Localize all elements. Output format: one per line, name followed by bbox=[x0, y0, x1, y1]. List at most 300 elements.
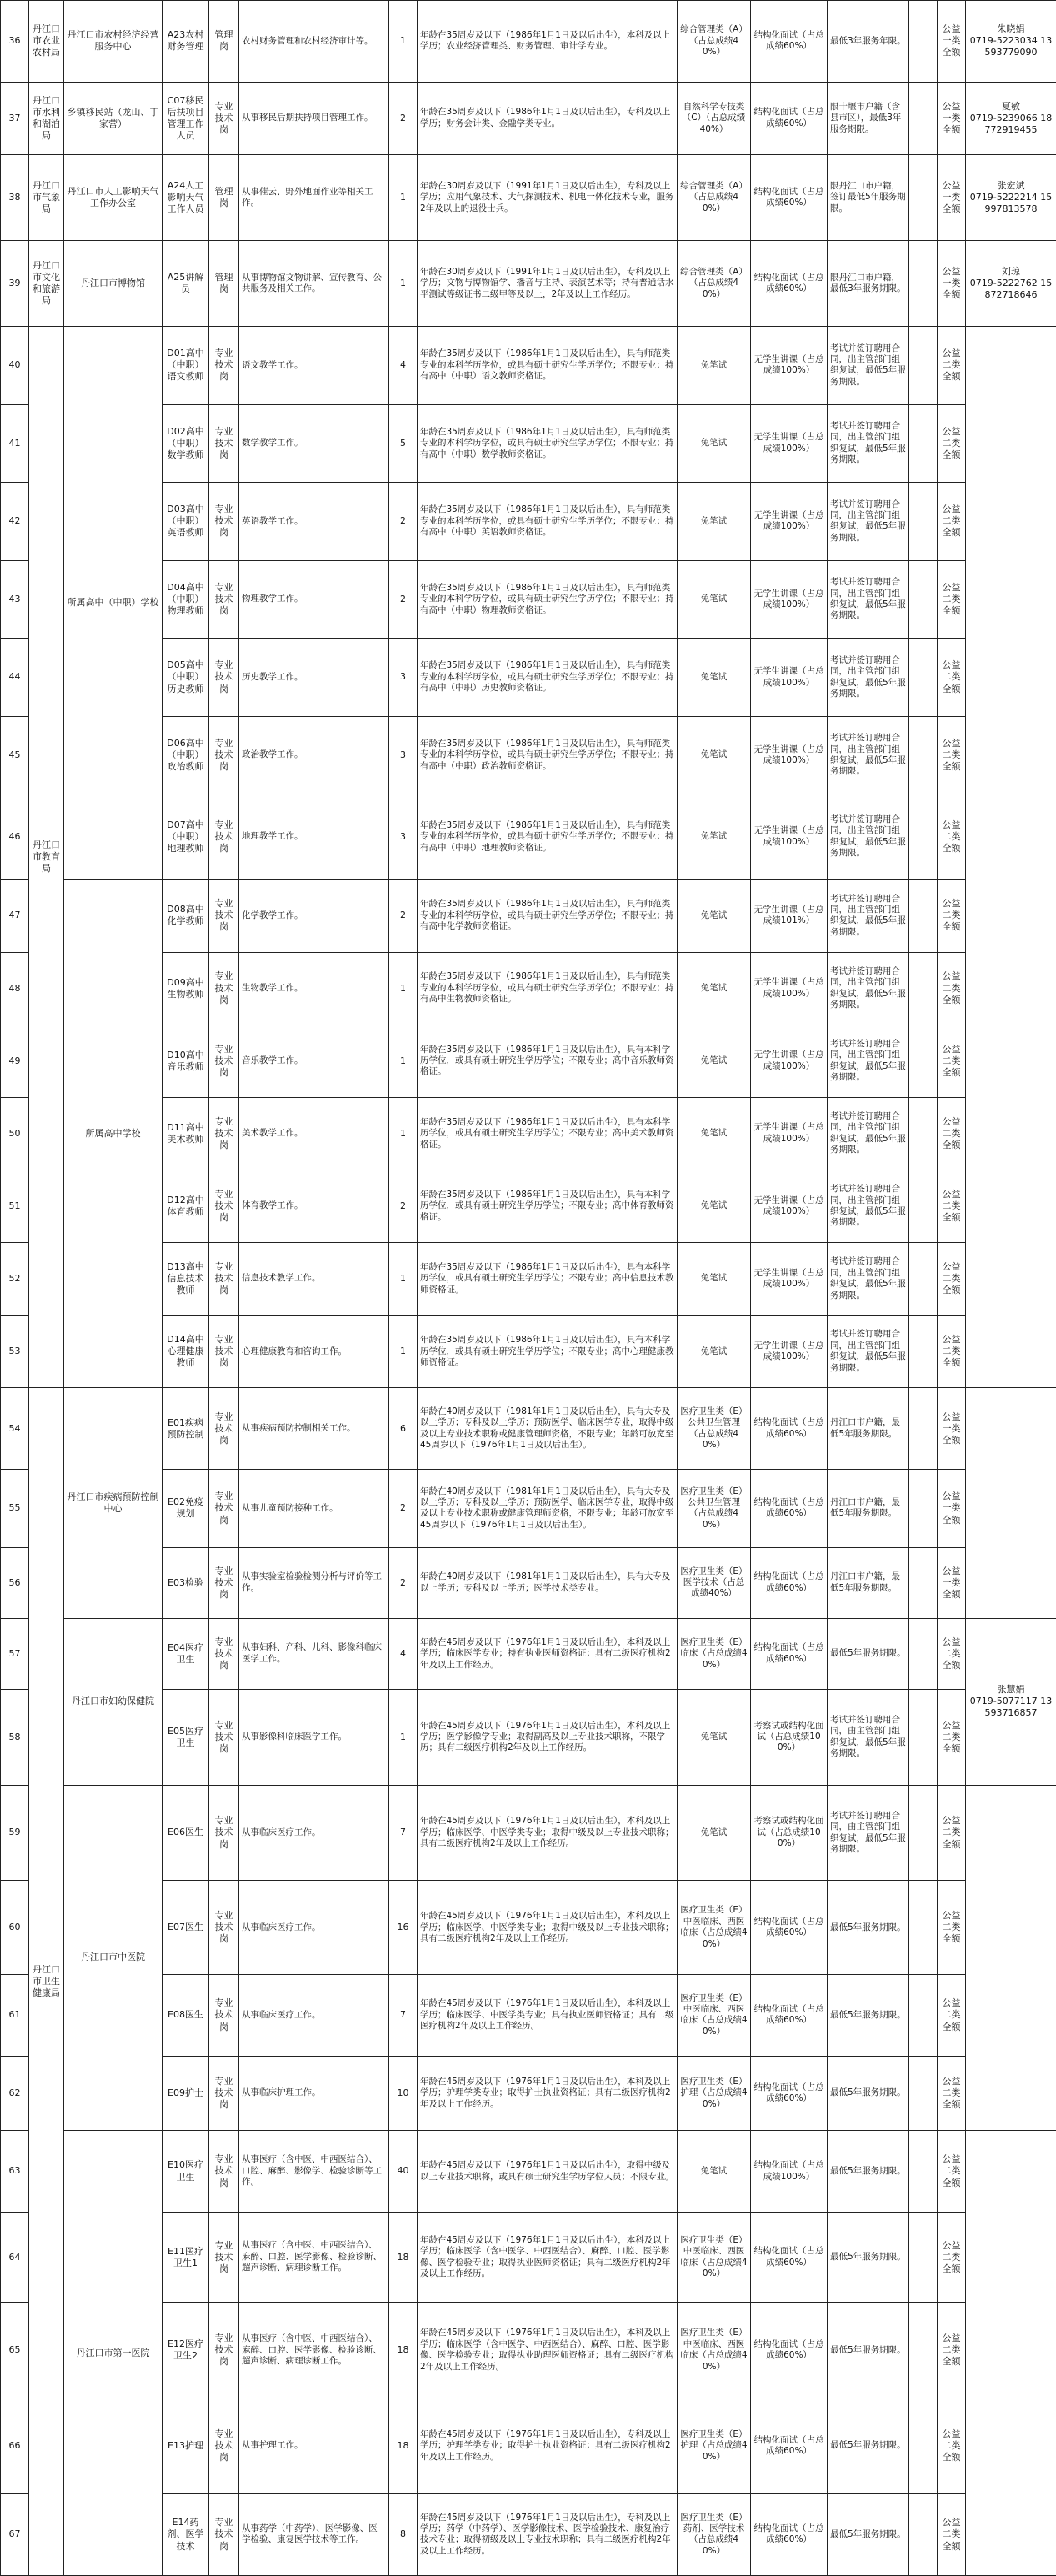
ratio-cell bbox=[909, 1881, 938, 1975]
ratio-cell bbox=[909, 1170, 938, 1242]
service-term-cell: 限丹江口市户籍，签订最低5年服务期限。 bbox=[828, 154, 909, 240]
interview-cell: 结构化面试（占总成绩60%） bbox=[751, 1470, 828, 1548]
headcount-cell: 1 bbox=[389, 1316, 418, 1388]
interview-cell: 考察试或结构化面试（占总成绩100%） bbox=[751, 1689, 828, 1785]
position-type-cell: 专业技术岗 bbox=[209, 1097, 239, 1170]
ratio-cell bbox=[909, 483, 938, 561]
table-row bbox=[1, 327, 1056, 405]
ratio-cell bbox=[909, 1470, 938, 1548]
ratio-cell bbox=[909, 716, 938, 794]
funding-class-cell: 公益二类全额 bbox=[938, 1975, 966, 2057]
row-number: 45 bbox=[1, 716, 29, 794]
funding-class-cell: 公益二类全额 bbox=[938, 404, 966, 483]
contact-cell bbox=[966, 82, 1056, 154]
qualification-cell: 年龄在30周岁及以下（1991年1月1日及以后出生），专科及以上学历；文物与博物馆学、播音与主持、表演艺术等；持有普通话水平测试等级证书二级甲等及以上，2年及以上工作经历。 bbox=[418, 241, 678, 327]
job-description-cell: 数学教学工作。 bbox=[239, 404, 389, 483]
service-term-cell: 考试并签订聘用合同，出主管部门组织复试，最低5年服务期限。 bbox=[828, 1025, 909, 1097]
funding-class-cell: 公益二类全额 bbox=[938, 1097, 966, 1170]
table-body bbox=[1, 1, 1056, 2576]
written-exam-cell: 医疗卫生类（E）中医临床、西医临床（占总成绩40%） bbox=[678, 2212, 751, 2302]
job-description-cell: 化学教学工作。 bbox=[239, 880, 389, 952]
job-description-cell: 英语教学工作。 bbox=[239, 483, 389, 561]
row-number: 67 bbox=[1, 2493, 29, 2575]
ratio-cell bbox=[909, 1, 938, 83]
service-term-cell: 考试并签订聘用合同，出主管部门组织复试，最低5年服务期限。 bbox=[828, 327, 909, 405]
funding-class-cell: 公益二类全额 bbox=[938, 2398, 966, 2494]
funding-class-cell: 公益一类全额 bbox=[938, 1, 966, 83]
position-code-cell: E07医生 bbox=[163, 1881, 209, 1975]
headcount-cell: 1 bbox=[389, 1, 418, 83]
service-term-cell: 考试并签订聘用合同，出主管部门组织复试，最低5年服务期限。 bbox=[828, 483, 909, 561]
position-code-cell: D10高中音乐教师 bbox=[163, 1025, 209, 1097]
qualification-cell: 年龄在45周岁及以下（1976年1月1日及以后出生），专科及以上学历；药学（中药学）、医学影像技术、医学检验技术、康复治疗技术专业；取得初级及以上专业技术职称；具有二级医疗机构2年及以上工作经历。 bbox=[418, 2493, 678, 2575]
position-code-cell: A24人工影响天气工作人员 bbox=[163, 154, 209, 240]
qualification-cell: 年龄在35周岁及以下（1986年1月1日及以后出生），具有师范类专业的本科学历学位，或具有硕士研究生学历学位；不限专业；持有高中（中职）地理教师资格证。 bbox=[418, 794, 678, 880]
written-exam-cell: 免笔试 bbox=[678, 716, 751, 794]
position-code-cell: D01高中（中职）语文教师 bbox=[163, 327, 209, 405]
funding-class-cell: 公益二类全额 bbox=[938, 794, 966, 880]
table-row bbox=[1, 880, 1056, 952]
hiring-unit-cell: 丹江口市人工影响天气工作办公室 bbox=[64, 154, 163, 240]
position-type-cell: 专业技术岗 bbox=[209, 880, 239, 952]
funding-class-cell: 公益二类全额 bbox=[938, 1689, 966, 1785]
interview-cell: 无学生讲课（占总成绩100%） bbox=[751, 483, 828, 561]
written-exam-cell: 免笔试 bbox=[678, 483, 751, 561]
written-exam-cell: 医疗卫生类（E）公共卫生管理（占总成绩40%） bbox=[678, 1470, 751, 1548]
funding-class-cell: 公益二类全额 bbox=[938, 1316, 966, 1388]
position-code-cell: D02高中（中职）数学教师 bbox=[163, 404, 209, 483]
written-exam-cell: 医疗卫生类（E）护理（占总成绩40%） bbox=[678, 2398, 751, 2494]
qualification-cell: 年龄在35周岁及以下（1986年1月1日及以后出生），具有师范类专业的本科学历学位，或具有硕士研究生学历学位；不限专业；持有高中（中职）物理教师资格证。 bbox=[418, 560, 678, 639]
row-number: 51 bbox=[1, 1170, 29, 1242]
job-description-cell: 从事药学（中药学）、医学影像、医学检验、康复医学技术等工作。 bbox=[239, 2493, 389, 2575]
position-type-cell: 专业技术岗 bbox=[209, 327, 239, 405]
row-number: 64 bbox=[1, 2212, 29, 2302]
job-description-cell: 生物教学工作。 bbox=[239, 952, 389, 1025]
service-term-cell: 最低5年服务期限。 bbox=[828, 2398, 909, 2494]
ratio-cell bbox=[909, 2493, 938, 2575]
interview-cell: 无学生讲课（占总成绩100%） bbox=[751, 1170, 828, 1242]
interview-cell: 无学生讲课（占总成绩100%） bbox=[751, 1243, 828, 1316]
job-description-cell: 心理健康教育和咨询工作。 bbox=[239, 1316, 389, 1388]
funding-class-cell: 公益二类全额 bbox=[938, 2303, 966, 2398]
service-term-cell: 考试并签订聘用合同，出主管部门组织复试，最低5年服务期限。 bbox=[828, 1097, 909, 1170]
row-number: 63 bbox=[1, 2131, 29, 2213]
ratio-cell bbox=[909, 1785, 938, 1881]
position-type-cell: 管理岗 bbox=[209, 241, 239, 327]
department-cell: 丹江口市气象局 bbox=[29, 154, 64, 240]
service-term-cell: 最低5年服务期限。 bbox=[828, 2212, 909, 2302]
qualification-cell: 年龄在35周岁及以下（1986年1月1日及以后出生），具有师范类专业的本科学历学位，或具有硕士研究生学历学位；不限专业；持有高中（中职）政治教师资格证。 bbox=[418, 716, 678, 794]
interview-cell: 无学生讲课（占总成绩100%） bbox=[751, 327, 828, 405]
contact-cell bbox=[966, 241, 1056, 327]
interview-cell: 结构化面试（占总成绩60%） bbox=[751, 2398, 828, 2494]
funding-class-cell: 公益二类全额 bbox=[938, 2056, 966, 2130]
ratio-cell bbox=[909, 1689, 938, 1785]
row-number: 58 bbox=[1, 1689, 29, 1785]
row-number: 56 bbox=[1, 1547, 29, 1618]
position-type-cell: 专业技术岗 bbox=[209, 1975, 239, 2057]
hiring-unit-cell: 所属高中（中职）学校 bbox=[64, 327, 163, 880]
position-type-cell: 管理岗 bbox=[209, 154, 239, 240]
hiring-unit-cell: 乡镇移民站（龙山、丁家营） bbox=[64, 82, 163, 154]
contact-phone: 0719-5222762 15872718646 bbox=[969, 278, 1053, 301]
interview-cell: 无学生讲课（占总成绩100%） bbox=[751, 404, 828, 483]
interview-cell: 结构化面试（占总成绩60%） bbox=[751, 82, 828, 154]
position-code-cell: E14药剂、医学技术 bbox=[163, 2493, 209, 2575]
written-exam-cell: 免笔试 bbox=[678, 952, 751, 1025]
headcount-cell: 1 bbox=[389, 1243, 418, 1316]
service-term-cell: 最低5年服务期限。 bbox=[828, 2303, 909, 2398]
headcount-cell: 1 bbox=[389, 952, 418, 1025]
qualification-cell: 年龄在45周岁及以下（1976年1月1日及以后出生），取得中级及以上专业技术职称，或具有硕士研究生学历学位人员；不限专业。 bbox=[418, 2131, 678, 2213]
position-code-cell: D03高中（中职）英语教师 bbox=[163, 483, 209, 561]
position-code-cell: E13护理 bbox=[163, 2398, 209, 2494]
contact-name: 夏敏 bbox=[1002, 100, 1020, 112]
written-exam-cell: 医疗卫生类（E）中医临床、西医临床（占总成绩40%） bbox=[678, 1881, 751, 1975]
position-code-cell: D09高中生物教师 bbox=[163, 952, 209, 1025]
qualification-cell: 年龄在45周岁及以下（1976年1月1日及以后出生），本科及以上学历；医学影像学专业；取得副高及以上专业技术职称，不限学历；具有二级医疗机构2年及以上工作经历。 bbox=[418, 1689, 678, 1785]
headcount-cell: 2 bbox=[389, 1547, 418, 1618]
row-number: 50 bbox=[1, 1097, 29, 1170]
position-code-cell: D12高中体育教师 bbox=[163, 1170, 209, 1242]
service-term-cell: 丹江口市户籍，最低5年服务期限。 bbox=[828, 1388, 909, 1470]
written-exam-cell: 免笔试 bbox=[678, 639, 751, 717]
table-row bbox=[1, 1, 1056, 83]
department-cell: 丹江口市文化和旅游局 bbox=[29, 241, 64, 327]
funding-class-cell: 公益一类全额 bbox=[938, 1470, 966, 1548]
department-cell: 丹江口市农业农村局 bbox=[29, 1, 64, 83]
job-description-cell: 从事催云、野外地面作业等相关工作。 bbox=[239, 154, 389, 240]
contact-cell bbox=[966, 327, 1056, 1388]
row-number: 57 bbox=[1, 1618, 29, 1689]
qualification-cell: 年龄在45周岁及以下（1976年1月1日及以后出生），本科及以上学历；临床医学（含中医学、中西医结合）、麻醉、口腔、医学影像、医学检验专业；取得执业助理医师资格证；具有二级医疗机构2年及以上工作经历。 bbox=[418, 2303, 678, 2398]
qualification-cell: 年龄在35周岁及以下（1986年1月1日及以后出生），具有本科学历学位，或具有硕士研究生学历学位；不限专业；高中信息技术教师资格证。 bbox=[418, 1243, 678, 1316]
qualification-cell: 年龄在35周岁及以下（1986年1月1日及以后出生），具有本科学历学位，或具有硕士研究生学历学位；不限专业；高中心理健康教师资格证。 bbox=[418, 1316, 678, 1388]
qualification-cell: 年龄在35周岁及以下（1986年1月1日及以后出生），本科及以上学历；农业经济管理类、财务管理、审计学专业。 bbox=[418, 1, 678, 83]
position-code-cell: E06医生 bbox=[163, 1785, 209, 1881]
headcount-cell: 7 bbox=[389, 1975, 418, 2057]
written-exam-cell: 免笔试 bbox=[678, 880, 751, 952]
funding-class-cell: 公益二类全额 bbox=[938, 1170, 966, 1242]
interview-cell: 结构化面试（占总成绩60%） bbox=[751, 2056, 828, 2130]
ratio-cell bbox=[909, 2131, 938, 2213]
funding-class-cell: 公益一类全额 bbox=[938, 82, 966, 154]
row-number: 55 bbox=[1, 1470, 29, 1548]
interview-cell: 无学生讲课（占总成绩100%） bbox=[751, 1097, 828, 1170]
row-number: 65 bbox=[1, 2303, 29, 2398]
headcount-cell: 18 bbox=[389, 2398, 418, 2494]
ratio-cell bbox=[909, 794, 938, 880]
position-code-cell: A25讲解员 bbox=[163, 241, 209, 327]
position-code-cell: D07高中（中职）地理教师 bbox=[163, 794, 209, 880]
funding-class-cell: 公益一类全额 bbox=[938, 1388, 966, 1470]
interview-cell: 无学生讲课（占总成绩100%） bbox=[751, 716, 828, 794]
row-number: 40 bbox=[1, 327, 29, 405]
position-code-cell: E02免疫规划 bbox=[163, 1470, 209, 1548]
ratio-cell bbox=[909, 2056, 938, 2130]
written-exam-cell: 综合管理类（A）（占总成绩40%） bbox=[678, 154, 751, 240]
interview-cell: 结构化面试（占总成绩60%） bbox=[751, 1975, 828, 2057]
service-term-cell: 丹江口市户籍，最低5年服务期限。 bbox=[828, 1470, 909, 1548]
interview-cell: 无学生讲课（占总成绩100%） bbox=[751, 1025, 828, 1097]
headcount-cell: 7 bbox=[389, 1785, 418, 1881]
service-term-cell: 最低5年服务期限。 bbox=[828, 2493, 909, 2575]
position-code-cell: A23农村财务管理 bbox=[163, 1, 209, 83]
service-term-cell: 丹江口市户籍，最低5年服务期限。 bbox=[828, 1547, 909, 1618]
headcount-cell: 6 bbox=[389, 1388, 418, 1470]
position-type-cell: 专业技术岗 bbox=[209, 560, 239, 639]
row-number: 49 bbox=[1, 1025, 29, 1097]
qualification-cell: 年龄在40周岁及以下（1981年1月1日及以后出生），具有大专及以上学历；专科及以上学历；医学技术类专业。 bbox=[418, 1547, 678, 1618]
funding-class-cell: 公益二类全额 bbox=[938, 716, 966, 794]
ratio-cell bbox=[909, 560, 938, 639]
job-description-cell: 体育教学工作。 bbox=[239, 1170, 389, 1242]
ratio-cell bbox=[909, 82, 938, 154]
position-type-cell: 专业技术岗 bbox=[209, 2056, 239, 2130]
row-number: 61 bbox=[1, 1975, 29, 2057]
position-code-cell: E08医生 bbox=[163, 1975, 209, 2057]
position-type-cell: 专业技术岗 bbox=[209, 2493, 239, 2575]
job-description-cell: 音乐教学工作。 bbox=[239, 1025, 389, 1097]
contact-phone: 0719-5223034 13593779090 bbox=[969, 35, 1053, 58]
position-code-cell: E03检验 bbox=[163, 1547, 209, 1618]
row-number: 38 bbox=[1, 154, 29, 240]
ratio-cell bbox=[909, 639, 938, 717]
interview-cell: 结构化面试（占总成绩60%） bbox=[751, 1547, 828, 1618]
written-exam-cell: 免笔试 bbox=[678, 1689, 751, 1785]
qualification-cell: 年龄在35周岁及以下（1986年1月1日及以后出生），具有师范类专业的本科学历学位，或具有硕士研究生学历学位；不限专业；持有高中（中职）历史教师资格证。 bbox=[418, 639, 678, 717]
service-term-cell: 最低5年服务期限。 bbox=[828, 2056, 909, 2130]
interview-cell: 结构化面试（占总成绩60%） bbox=[751, 1881, 828, 1975]
row-number: 39 bbox=[1, 241, 29, 327]
position-type-cell: 专业技术岗 bbox=[209, 1689, 239, 1785]
position-code-cell: E12医疗卫生2 bbox=[163, 2303, 209, 2398]
headcount-cell: 4 bbox=[389, 327, 418, 405]
written-exam-cell: 免笔试 bbox=[678, 2131, 751, 2213]
interview-cell: 结构化面试（占总成绩100%） bbox=[751, 2131, 828, 2213]
job-description-cell: 从事实验室检验检测分析与评价等工作。 bbox=[239, 1547, 389, 1618]
ratio-cell bbox=[909, 1547, 938, 1618]
position-code-cell: C07移民后扶项目管理工作人员 bbox=[163, 82, 209, 154]
written-exam-cell: 医疗卫生类（E）医学技术（占总成绩40%） bbox=[678, 1547, 751, 1618]
interview-cell: 结构化面试（占总成绩60%） bbox=[751, 1388, 828, 1470]
ratio-cell bbox=[909, 1097, 938, 1170]
position-type-cell: 专业技术岗 bbox=[209, 1785, 239, 1881]
funding-class-cell: 公益二类全额 bbox=[938, 1618, 966, 1689]
headcount-cell: 2 bbox=[389, 560, 418, 639]
headcount-cell: 1 bbox=[389, 241, 418, 327]
headcount-cell: 1 bbox=[389, 1097, 418, 1170]
interview-cell: 无学生讲课（占总成绩100%） bbox=[751, 794, 828, 880]
hiring-unit-cell: 丹江口市第一医院 bbox=[64, 2131, 163, 2576]
position-type-cell: 专业技术岗 bbox=[209, 1470, 239, 1548]
headcount-cell: 3 bbox=[389, 639, 418, 717]
written-exam-cell: 免笔试 bbox=[678, 560, 751, 639]
row-number: 43 bbox=[1, 560, 29, 639]
interview-cell: 结构化面试（占总成绩60%） bbox=[751, 241, 828, 327]
written-exam-cell: 医疗卫生类（E）药剂、医学技术（占总成绩40%） bbox=[678, 2493, 751, 2575]
row-number: 47 bbox=[1, 880, 29, 952]
ratio-cell bbox=[909, 241, 938, 327]
hiring-unit-cell: 丹江口市中医院 bbox=[64, 1785, 163, 2131]
job-description-cell: 从事影像科临床医学工作。 bbox=[239, 1689, 389, 1785]
position-type-cell: 专业技术岗 bbox=[209, 2212, 239, 2302]
position-type-cell: 专业技术岗 bbox=[209, 952, 239, 1025]
qualification-cell: 年龄在40周岁及以下（1981年1月1日及以后出生），具有大专及以上学历；专科及以上学历；预防医学、临床医学专业，取得中级及以上专业技术职称或健康管理师资格，不限专业；年龄可放宽至45周岁以下（1976年1月1日及以后出生）。 bbox=[418, 1470, 678, 1548]
position-type-cell: 专业技术岗 bbox=[209, 483, 239, 561]
service-term-cell: 考试并签订聘用合同，出主管部门组织复试，最低5年服务期限。 bbox=[828, 1243, 909, 1316]
position-type-cell: 专业技术岗 bbox=[209, 2131, 239, 2213]
position-code-cell: D11高中美术教师 bbox=[163, 1097, 209, 1170]
qualification-cell: 年龄在35周岁及以下（1986年1月1日及以后出生），具有本科学历学位，或具有硕士研究生学历学位；不限专业；高中体育教师资格证。 bbox=[418, 1170, 678, 1242]
service-term-cell: 考试并签订聘用合同，由主管部门组织复试，最低5年服务期限。 bbox=[828, 1785, 909, 1881]
funding-class-cell: 公益二类全额 bbox=[938, 560, 966, 639]
funding-class-cell: 公益一类全额 bbox=[938, 154, 966, 240]
department-cell: 丹江口市水利和湖泊局 bbox=[29, 82, 64, 154]
contact-name: 张宏斌 bbox=[997, 179, 1025, 191]
ratio-cell bbox=[909, 880, 938, 952]
job-description-cell: 历史教学工作。 bbox=[239, 639, 389, 717]
headcount-cell: 40 bbox=[389, 2131, 418, 2213]
position-type-cell: 专业技术岗 bbox=[209, 82, 239, 154]
written-exam-cell: 免笔试 bbox=[678, 1170, 751, 1242]
headcount-cell: 8 bbox=[389, 2493, 418, 2575]
headcount-cell: 1 bbox=[389, 154, 418, 240]
job-description-cell: 从事护理工作。 bbox=[239, 2398, 389, 2494]
headcount-cell: 2 bbox=[389, 82, 418, 154]
interview-cell: 考察试或结构化面试（占总成绩100%） bbox=[751, 1785, 828, 1881]
table-row bbox=[1, 1618, 1056, 1689]
headcount-cell: 5 bbox=[389, 404, 418, 483]
funding-class-cell: 公益二类全额 bbox=[938, 1785, 966, 1881]
row-number: 66 bbox=[1, 2398, 29, 2494]
qualification-cell: 年龄在45周岁及以下（1976年1月1日及以后出生），本科及以上学历；临床医学（含中医学、中西医结合）、麻醉、口腔、医学影像、医学检验专业；取得执业医师资格证；具有二级医疗机构2年及以上工作经历。 bbox=[418, 2212, 678, 2302]
position-type-cell: 专业技术岗 bbox=[209, 1170, 239, 1242]
qualification-cell: 年龄在35周岁及以下（1986年1月1日及以后出生），具有师范类专业的本科学历学位，或具有硕士研究生学历学位；不限专业；持有高中生物教师资格证。 bbox=[418, 952, 678, 1025]
row-number: 36 bbox=[1, 1, 29, 83]
job-description-cell: 政治教学工作。 bbox=[239, 716, 389, 794]
row-number: 42 bbox=[1, 483, 29, 561]
written-exam-cell: 医疗卫生类（E）临床（占总成绩40%） bbox=[678, 1618, 751, 1689]
service-term-cell: 考试并签订聘用合同，出主管部门组织复试，最低5年服务期限。 bbox=[828, 952, 909, 1025]
interview-cell: 无学生讲课（占总成绩100%） bbox=[751, 639, 828, 717]
qualification-cell: 年龄在45周岁及以下（1976年1月1日及以后出生），本科及以上学历；临床医学、中医学类专业；具有执业医师资格证；具有二级医疗机构2年及以上工作经历。 bbox=[418, 1975, 678, 2057]
service-term-cell: 考试并签订聘用合同，出主管部门组织复试，最低5年服务期限。 bbox=[828, 404, 909, 483]
row-number: 44 bbox=[1, 639, 29, 717]
row-number: 53 bbox=[1, 1316, 29, 1388]
ratio-cell bbox=[909, 1243, 938, 1316]
written-exam-cell: 综合管理类（A）（占总成绩40%） bbox=[678, 241, 751, 327]
table-row bbox=[1, 241, 1056, 327]
job-description-cell: 从事医疗（含中医、中西医结合）、麻醉、口腔、医学影像、检验诊断、超声诊断、病理诊断工作。 bbox=[239, 2212, 389, 2302]
headcount-cell: 10 bbox=[389, 2056, 418, 2130]
job-description-cell: 从事移民后期扶持项目管理工作。 bbox=[239, 82, 389, 154]
interview-cell: 结构化面试（占总成绩60%） bbox=[751, 1, 828, 83]
ratio-cell bbox=[909, 1975, 938, 2057]
contact-cell bbox=[966, 1, 1056, 83]
row-number: 60 bbox=[1, 1881, 29, 1975]
written-exam-cell: 免笔试 bbox=[678, 794, 751, 880]
position-type-cell: 专业技术岗 bbox=[209, 716, 239, 794]
hiring-unit-cell: 丹江口市疾病预防控制中心 bbox=[64, 1388, 163, 1618]
service-term-cell: 考试并签订聘用合同，出主管部门组织复试，最低5年服务期限。 bbox=[828, 880, 909, 952]
funding-class-cell: 公益二类全额 bbox=[938, 327, 966, 405]
table-row bbox=[1, 2131, 1056, 2213]
row-number: 37 bbox=[1, 82, 29, 154]
position-code-cell: E11医疗卫生1 bbox=[163, 2212, 209, 2302]
service-term-cell: 最低3年服务年限。 bbox=[828, 1, 909, 83]
ratio-cell bbox=[909, 1025, 938, 1097]
position-type-cell: 专业技术岗 bbox=[209, 2303, 239, 2398]
qualification-cell: 年龄在35周岁及以下（1986年1月1日及以后出生），具有师范类专业的本科学历学位，或具有硕士研究生学历学位；不限专业；持有高中（中职）英语教师资格证。 bbox=[418, 483, 678, 561]
department-cell: 丹江口市卫生健康局 bbox=[29, 1388, 64, 2576]
qualification-cell: 年龄在35周岁及以下（1986年1月1日及以后出生），具有本科学历学位，或具有硕士研究生学历学位；不限专业；高中美术教师资格证。 bbox=[418, 1097, 678, 1170]
ratio-cell bbox=[909, 1388, 938, 1470]
position-code-cell: E04医疗卫生 bbox=[163, 1618, 209, 1689]
written-exam-cell: 医疗卫生类（E）护理（占总成绩40%） bbox=[678, 2056, 751, 2130]
ratio-cell bbox=[909, 327, 938, 405]
contact-name: 刘琼 bbox=[1002, 265, 1020, 277]
funding-class-cell: 公益一类全额 bbox=[938, 241, 966, 327]
hiring-unit-cell: 所属高中学校 bbox=[64, 880, 163, 1388]
row-number: 54 bbox=[1, 1388, 29, 1470]
ratio-cell bbox=[909, 2212, 938, 2302]
funding-class-cell: 公益二类全额 bbox=[938, 952, 966, 1025]
position-code-cell: E05医疗卫生 bbox=[163, 1689, 209, 1785]
qualification-cell: 年龄在35周岁及以下（1986年1月1日及以后出生），具有师范类专业的本科学历学位，或具有硕士研究生学历学位；不限专业；持有高中化学教师资格证。 bbox=[418, 880, 678, 952]
ratio-cell bbox=[909, 952, 938, 1025]
job-description-cell: 从事疾病预防控制相关工作。 bbox=[239, 1388, 389, 1470]
funding-class-cell: 公益二类全额 bbox=[938, 2212, 966, 2302]
job-description-cell: 从事临床护理工作。 bbox=[239, 2056, 389, 2130]
qualification-cell: 年龄在35周岁及以下（1986年1月1日及以后出生），具有师范类专业的本科学历学位，或具有硕士研究生学历学位；不限专业；持有高中（中职）语文教师资格证。 bbox=[418, 327, 678, 405]
position-code-cell: D13高中信息技术教师 bbox=[163, 1243, 209, 1316]
job-description-cell: 语文教学工作。 bbox=[239, 327, 389, 405]
service-term-cell: 考试并签订聘用合同，出主管部门组织复试，最低5年服务期限。 bbox=[828, 560, 909, 639]
service-term-cell: 考试并签订聘用合同，出主管部门组织复试，最低5年服务期限。 bbox=[828, 1316, 909, 1388]
funding-class-cell: 公益二类全额 bbox=[938, 1243, 966, 1316]
qualification-cell: 年龄在35周岁及以下（1986年1月1日及以后出生），具有本科学历学位，或具有硕士研究生学历学位；不限专业；高中音乐教师资格证。 bbox=[418, 1025, 678, 1097]
contact-cell bbox=[966, 154, 1056, 240]
headcount-cell: 2 bbox=[389, 1170, 418, 1242]
row-number: 59 bbox=[1, 1785, 29, 1881]
service-term-cell: 最低5年服务期限。 bbox=[828, 1618, 909, 1689]
row-number: 46 bbox=[1, 794, 29, 880]
table-row bbox=[1, 154, 1056, 240]
job-description-cell: 美术教学工作。 bbox=[239, 1097, 389, 1170]
funding-class-cell: 公益二类全额 bbox=[938, 2493, 966, 2575]
position-code-cell: E09护士 bbox=[163, 2056, 209, 2130]
job-description-cell: 物理教学工作。 bbox=[239, 560, 389, 639]
service-term-cell: 最低5年服务期限。 bbox=[828, 1881, 909, 1975]
written-exam-cell: 医疗卫生类（E）中医临床、西医临床（占总成绩40%） bbox=[678, 2303, 751, 2398]
written-exam-cell: 医疗卫生类（E）公共卫生管理（占总成绩40%） bbox=[678, 1388, 751, 1470]
funding-class-cell: 公益二类全额 bbox=[938, 483, 966, 561]
position-code-cell: E10医疗卫生 bbox=[163, 2131, 209, 2213]
service-term-cell: 最低5年服务期限。 bbox=[828, 2131, 909, 2213]
position-code-cell: D14高中心理健康教师 bbox=[163, 1316, 209, 1388]
service-term-cell: 考试并签订聘用合同，出主管部门组织复试，最低5年服务期限。 bbox=[828, 639, 909, 717]
job-description-cell: 从事儿童预防接种工作。 bbox=[239, 1470, 389, 1548]
ratio-cell bbox=[909, 1316, 938, 1388]
job-description-cell: 农村财务管理和农村经济审计等。 bbox=[239, 1, 389, 83]
position-type-cell: 专业技术岗 bbox=[209, 1316, 239, 1388]
position-code-cell: D05高中（中职）历史教师 bbox=[163, 639, 209, 717]
job-description-cell: 从事临床医疗工作。 bbox=[239, 1785, 389, 1881]
service-term-cell: 考试并签订聘用合同，出主管部门组织复试，最低5年服务期限。 bbox=[828, 1170, 909, 1242]
ratio-cell bbox=[909, 1618, 938, 1689]
